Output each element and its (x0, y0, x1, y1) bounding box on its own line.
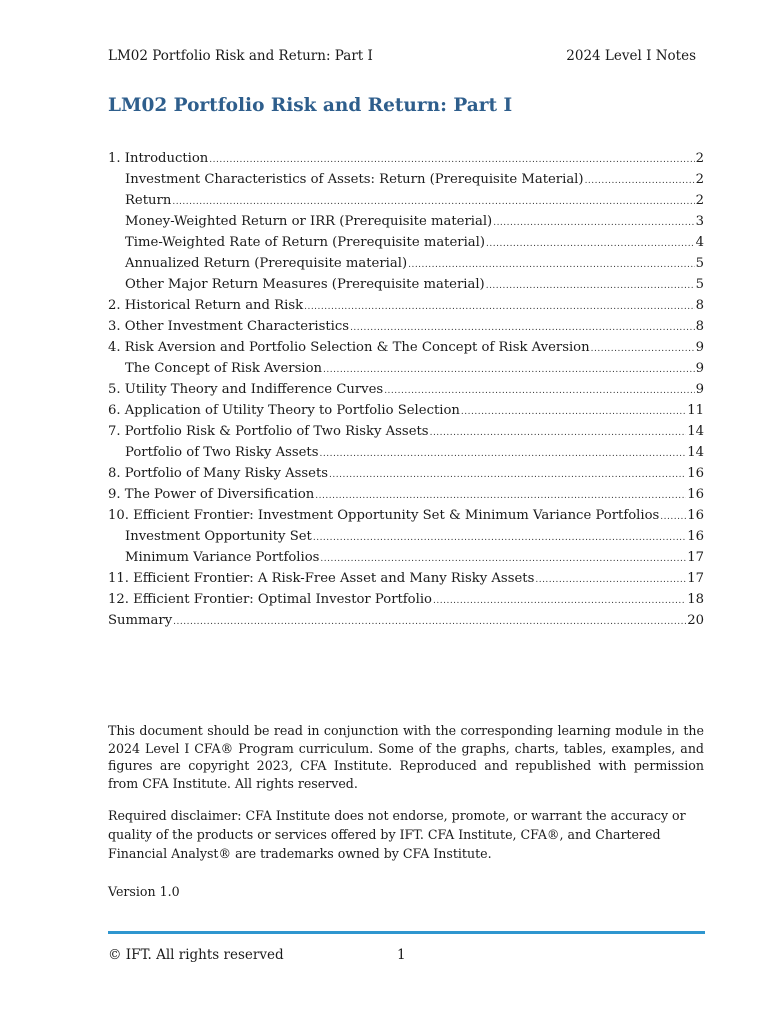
toc-entry[interactable] (108, 400, 704, 421)
toc-entry-label: 8. Portfolio of Many Risky Assets (108, 466, 329, 481)
header-level-notes: 2024 Level I Notes (566, 48, 696, 64)
toc-dot-leader (430, 423, 687, 444)
toc-entry-page: 9 (695, 382, 704, 397)
toc-entry-page: 16 (687, 487, 704, 502)
toc-dot-leader (591, 339, 695, 360)
toc-entry-label: 6. Application of Utility Theory to Portfolio Selection (108, 403, 460, 418)
toc-entry-label: Summary (108, 613, 173, 628)
footer-page-number: 1 (397, 947, 406, 963)
toc-entry-label: Minimum Variance Portfolios (125, 550, 320, 565)
toc-entry-label: 7. Portfolio Risk & Portfolio of Two Risky Assets (108, 424, 429, 439)
toc-entry-page: 20 (687, 613, 704, 628)
toc-entry[interactable] (108, 253, 704, 274)
toc-dot-leader (461, 402, 686, 423)
toc-dot-leader (433, 591, 686, 612)
toc-entry-page: 8 (695, 319, 704, 334)
toc-entry-page: 16 (687, 529, 704, 544)
running-header (108, 47, 696, 65)
toc-dot-leader (384, 381, 694, 402)
toc-entry-page: 4 (695, 235, 704, 250)
toc-entry-page: 5 (695, 256, 704, 271)
toc-entry-label: 12. Efficient Frontier: Optimal Investor Portfolio (108, 592, 433, 607)
toc-entry[interactable] (108, 568, 704, 589)
toc-dot-leader (320, 549, 686, 570)
toc-entry-label: 1. Introduction (108, 151, 209, 166)
toc-dot-leader (329, 465, 686, 486)
toc-entry-page: 16 (687, 508, 704, 523)
toc-entry-label: 9. The Power of Diversification (108, 487, 315, 502)
toc-dot-leader (209, 150, 694, 171)
toc-entry-label: 10. Efficient Frontier: Investment Opportunity Set & Minimum Variance Portfolios (108, 508, 660, 523)
toc-entry[interactable] (108, 232, 704, 253)
toc-entry[interactable] (108, 316, 704, 337)
toc-dot-leader (313, 528, 686, 549)
toc-entry[interactable] (108, 358, 704, 379)
toc-dot-leader (486, 276, 695, 297)
toc-entry[interactable] (108, 169, 704, 190)
toc-dot-leader (535, 570, 686, 591)
toc-entry-label: Return (125, 193, 172, 208)
toc-entry-page: 5 (695, 277, 704, 292)
toc-entry[interactable] (108, 526, 704, 547)
toc-entry-page: 17 (687, 550, 704, 565)
toc-dot-leader (408, 255, 695, 276)
toc-dot-leader (323, 360, 695, 381)
toc-entry-page: 2 (695, 151, 704, 166)
toc-entry-page: 2 (695, 172, 704, 187)
toc-entry-page: 14 (687, 424, 704, 439)
usage-notice: This document should be read in conjunction with the corresponding learning module in the 2024 Level I CFA® Program curriculum. Some of the graphs, charts, tables, examples, and figures are copyright 2023, CFA Institute. Reproduced and republished with permission from CFA Institute. All rights reserved. (108, 723, 704, 791)
toc-entry-page: 17 (687, 571, 704, 586)
toc-dot-leader (173, 612, 686, 633)
footer-divider (108, 931, 705, 934)
toc-entry[interactable] (108, 442, 704, 463)
toc-entry-label: 3. Other Investment Characteristics (108, 319, 350, 334)
toc-entry[interactable] (108, 211, 704, 232)
toc-entry-label: 4. Risk Aversion and Portfolio Selection & The Concept of Risk Aversion (108, 340, 590, 355)
toc-entry-page: 11 (687, 403, 704, 418)
toc-entry[interactable] (108, 484, 704, 505)
toc-dot-leader (172, 192, 694, 213)
toc-entry-label: Time-Weighted Rate of Return (Prerequisite material) (125, 235, 486, 250)
toc-entry[interactable] (108, 463, 704, 484)
toc-entry-label: Investment Characteristics of Assets: Return (Prerequisite Material) (125, 172, 584, 187)
version-label: Version 1.0 (108, 884, 180, 899)
toc-entry[interactable] (108, 589, 704, 610)
toc-entry-page: 18 (687, 592, 704, 607)
toc-entry-page: 3 (695, 214, 704, 229)
toc-entry-page: 14 (687, 445, 704, 460)
toc-entry-label: 2. Historical Return and Risk (108, 298, 304, 313)
toc-entry-label: 11. Efficient Frontier: A Risk-Free Asset and Many Risky Assets (108, 571, 535, 586)
footer-copyright: © IFT. All rights reserved (108, 947, 284, 963)
toc-entry[interactable] (108, 148, 704, 169)
required-disclaimer: Required disclaimer: CFA Institute does not endorse, promote, or warrant the accuracy or quality of the products or services offered by IFT. CFA Institute, CFA®, and Chartered Financial Analyst® are trademarks owned by CFA Institute. (108, 808, 686, 861)
toc-entry-label: Portfolio of Two Risky Assets (125, 445, 319, 460)
toc-entry-page: 2 (695, 193, 704, 208)
toc-dot-leader (315, 486, 686, 507)
toc-entry-label: Other Major Return Measures (Prerequisite material) (125, 277, 485, 292)
document-title: LM02 Portfolio Risk and Return: Part I (108, 95, 513, 116)
toc-entry-page: 16 (687, 466, 704, 481)
toc-dot-leader (486, 234, 695, 255)
header-module-title: LM02 Portfolio Risk and Return: Part I (108, 48, 373, 64)
toc-dot-leader (350, 318, 695, 339)
toc-entry[interactable] (108, 505, 704, 526)
toc-entry[interactable] (108, 274, 704, 295)
toc-dot-leader (320, 444, 687, 465)
toc-entry[interactable] (108, 421, 704, 442)
toc-entry[interactable] (108, 337, 704, 358)
toc-entry-label: Annualized Return (Prerequisite material) (125, 256, 408, 271)
toc-entry[interactable] (108, 295, 704, 316)
toc-dot-leader (585, 171, 695, 192)
toc-entry-page: 8 (695, 298, 704, 313)
toc-entry-page: 9 (695, 361, 704, 376)
toc-entry[interactable] (108, 190, 704, 211)
toc-entry[interactable] (108, 547, 704, 568)
toc-dot-leader (493, 213, 694, 234)
toc-entry-label: Investment Opportunity Set (125, 529, 312, 544)
toc-dot-leader (304, 297, 695, 318)
toc-dot-leader (660, 507, 686, 528)
toc-entry[interactable] (108, 379, 704, 400)
toc-entry[interactable] (108, 610, 704, 631)
toc-entry-page: 9 (695, 340, 704, 355)
toc-entry-label: 5. Utility Theory and Indifference Curves (108, 382, 384, 397)
toc-entry-label: The Concept of Risk Aversion (125, 361, 323, 376)
table-of-contents (108, 148, 704, 631)
toc-entry-label: Money-Weighted Return or IRR (Prerequisite material) (125, 214, 493, 229)
